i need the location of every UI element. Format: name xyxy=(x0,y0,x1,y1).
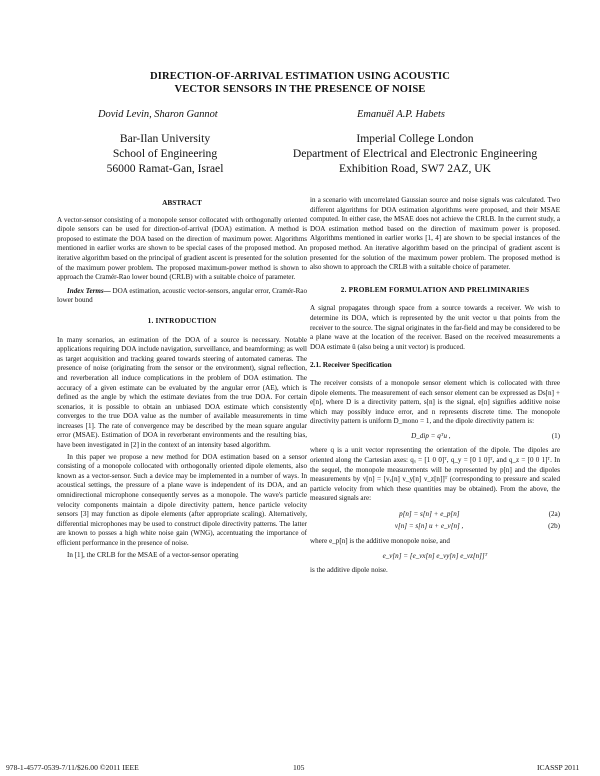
receiver-paragraph-1: The receiver consists of a monopole sensor element which is collocated with three dipole elements. The measurement of each sensor element can be expressed as Ds[n] + e[n], where D is a directivity pattern, s[n] is the signal, e[n] signifies additive noise which may possibly induce error, and n represents discrete time. The monopole directivity pattern is uniform D_mono = 1, and the dipole directivity pattern is: xyxy=(310,378,560,426)
index-terms-text: DOA estimation, acoustic vector-sensors, angular error, Cramér-Rao lower bound xyxy=(57,286,308,305)
section-1-heading: 1. INTRODUCTION xyxy=(147,315,217,325)
equation-2b-body: v[n] = s[n] u + e_v[n] , xyxy=(394,521,464,530)
equation-2a-body: p[n] = s[n] + e_p[n] xyxy=(399,510,460,519)
equation-2b-number: (2b) xyxy=(548,521,560,530)
index-terms xyxy=(57,287,307,306)
intro-paragraph-1: In many scenarios, an estimation of the DOA of a source is necessary. Notable applications requiring DOA include navigation, surveillance, and beamforming; as well as target acquisition and tracking geared towards steering of automated cameras. The presence of noise (originating from the sensor or the environment), signal reflection, and reverberation all induce complications in the problem of DOA estimation. The accuracy of a given estimate can be evaluated by the angular error (AE), which is defined as the angle by which the estimate deviates from the true DOA. For certain scenarios, it is possible to obtain an unbiased DOA estimate which consistently converges to the true DOA value as the number of available measurements in time increases [1]. The rate of convergence may be described by the mean square angular error (MSAE). Estimation of DOA in reverberant environments and the resulting bias, have been investigated in [2] in the context of an intensity based algorithm. xyxy=(57,335,307,450)
equation-2b xyxy=(310,522,560,532)
intro-paragraph-2: In this paper we propose a new method for DOA estimation based on a sensor consisting of a monopole collocated with orthogonally oriented dipole elements, also known as a vector-sensor. Such a device may be implemented in a number of ways. In acoustical settings, the pressure of a plane wave is independent of its DOA, and an omnidirectional microphone consequently serves as a monopole. The wave's particle velocity components maintain a dipole directivity pattern, hence particle velocity sensors [3] may function as dipole elements (after appropriate scaling). Alternatively, differential microphones may be used to construct dipole directivity patterns. The latter are known to posses a high white noise gain (WNG), accentuating the importance of efficient performance in the presence of noise. xyxy=(57,452,307,547)
footer-isbn: 978-1-4577-0539-7/11/$26.00 ©2011 IEEE xyxy=(6,763,139,772)
affiliation-left xyxy=(80,131,250,176)
receiver-paragraph-4: is the additive dipole noise. xyxy=(310,566,388,575)
equation-2a xyxy=(310,510,560,520)
authors-right: Emanuël A.P. Habets xyxy=(357,109,445,120)
abstract-heading: ABSTRACT xyxy=(162,198,202,207)
right-paragraph-1: in a scenario with uncorrelated Gaussian source and noise signals was calculated. Two different algorithms for DOA estimation algorithms were proposed, and their MSAE computed. In either case, the MSAE does not achieve the CRLB. In the current study, a DOA estimation method based on the direction of maximum power is proposed. Algorithms mentioned in earlier works [1, 4] are shown to be special instances of the proposed method. An iterative algorithm based on the principal of gradient ascent is presented for the solution of the maximum power problem. The proposed method is also shown to approach the CRLB with a suitable choice of parameter. xyxy=(310,196,560,272)
affiliation-right xyxy=(270,131,560,176)
intro-paragraph-3: In [1], the CRLB for the MSAE of a vector-sensor operating xyxy=(67,550,239,559)
footer-conference: ICASSP 2011 xyxy=(537,763,580,772)
equation-3 xyxy=(310,552,560,562)
equation-3-body: e_v[n] = [e_vx[n] e_vy[n] e_vz[n]]ᵀ xyxy=(382,551,488,560)
receiver-paragraph-3: where e_p[n] is the additive monopole noise, and xyxy=(310,537,450,546)
affiliation-right-line: Exhibition Road, SW7 2AZ, UK xyxy=(339,162,491,175)
affiliation-left-line: Bar-Ilan University xyxy=(119,132,211,145)
left-column xyxy=(57,196,307,562)
affiliation-right-line: Department of Electrical and Electronic Engineering xyxy=(292,147,538,160)
equation-1-body: D_dip = qᵀu , xyxy=(411,431,451,440)
right-column xyxy=(310,196,560,578)
index-terms-lead: Index Terms— xyxy=(67,286,111,295)
receiver-paragraph-2: where q is a unit vector representing the orientation of the dipole. The dipoles are oriented along the Cartesian axes: qₓ = [1 0 0]ᵀ, q_y = [0 1 0]ᵀ, and q_z = [0 0 1]ᵀ. In the sequel, the monopole measurements will be represented by p[n] and the dipoles measurements by v[n] = [vₓ[n] v_y[n] v_z[n]]ᵀ (corresponding to pressure and scaled particle velocity from which these quantities may be obtained). From the above, the measured signals are: xyxy=(310,446,560,503)
equation-2a-number: (2a) xyxy=(548,510,560,519)
authors-left: Dovid Levin, Sharon Gannot xyxy=(98,109,218,120)
section-2-paragraph: A signal propagates through space from a source towards a receiver. We wish to determine its DOA, which is represented by the unit vector u that points from the receiver to the source. The signal originates in the far-field and may be considered to be a plane wave at the location of the receiver. Based on the received measurements a DOA estimate û (also being a unit vector) is produced. xyxy=(310,304,560,351)
equation-1 xyxy=(310,432,560,442)
subsection-2-1-heading: 2.1. Receiver Specification xyxy=(310,360,392,370)
paper-title xyxy=(0,70,600,96)
section-2-heading: 2. PROBLEM FORMULATION AND PRELIMINARIES xyxy=(340,284,530,294)
title-line-1: DIRECTION-OF-ARRIVAL ESTIMATION USING ACOUSTIC xyxy=(149,71,450,82)
affiliation-left-line: School of Engineering xyxy=(112,147,218,160)
title-line-2: VECTOR SENSORS IN THE PRESENCE OF NOISE xyxy=(174,84,426,95)
affiliation-left-line: 56000 Ramat-Gan, Israel xyxy=(106,162,224,175)
affiliation-right-line: Imperial College London xyxy=(356,132,474,145)
equation-2-group xyxy=(310,510,560,531)
equation-1-number: (1) xyxy=(551,431,560,440)
abstract-text: A vector-sensor consisting of a monopole sensor collocated with orthogonally oriented dipole sensors can be used for direction-of-arrival (DOA) estimation. A method is proposed to estimate the DOA based on the direction of maximum power. Algorithms mentioned in earlier works are shown to be special cases of the proposed method. An iterative algorithm based on the principal of gradient ascent is presented for the solution of the maximum power problem. The proposed maximum-power method is shown to approach the Cramér-Rao lower bound (CRLB) with a suitable choice of parameter. xyxy=(57,215,307,282)
footer-page-number: 105 xyxy=(293,763,305,772)
